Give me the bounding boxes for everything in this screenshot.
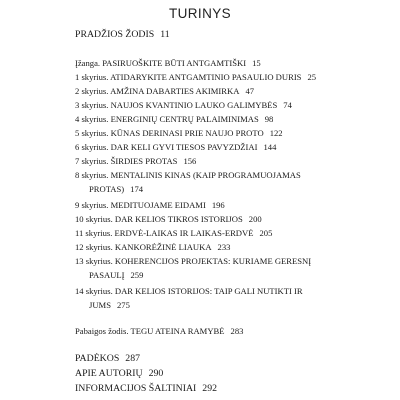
toc-entry-title: 4 skyrius. ENERGINIŲ CENTRŲ PALAIMINIMAS: [75, 114, 259, 124]
page-title: TURINYS: [168, 6, 232, 21]
toc-entry-chapter-9: [75, 200, 225, 210]
toc-entry-page: 98: [264, 114, 274, 124]
toc-entry-chapter-13: [75, 256, 311, 266]
toc-entry-page: 283: [230, 326, 244, 336]
toc-entry-title: 12 skyrius. KANKORĖŽINĖ LIAUKA: [75, 242, 212, 252]
toc-entry-title: 11 skyrius. ERDVĖ-LAIKAS IR LAIKAS-ERDVĖ: [75, 228, 254, 238]
toc-entry-pabaigos-zodis: [75, 326, 243, 336]
toc-entry-page: 196: [211, 200, 225, 210]
toc-entry-chapter-2: [75, 86, 254, 96]
toc-entry-page: 47: [245, 86, 255, 96]
toc-entry-chapter-13-cont: [89, 270, 143, 280]
toc-entry-title: 2 skyrius. AMŽINA DABARTIES AKIMIRKA: [75, 86, 240, 96]
toc-entry-chapter-8-cont: [89, 184, 143, 194]
toc-entry-page: 15: [252, 58, 261, 68]
toc-entry-page: 156: [183, 156, 197, 166]
toc-entry-page: 290: [148, 368, 164, 379]
toc-entry-chapter-7: [75, 156, 196, 166]
toc-entry-page: 275: [116, 300, 130, 310]
toc-entry-title: 5 skyrius. KŪNAS DERINASI PRIE NAUJO PROTO: [75, 128, 264, 138]
toc-entry-page: 259: [130, 270, 144, 280]
toc-entry-page: 287: [125, 353, 140, 364]
toc-entry-chapter-4: [75, 114, 273, 124]
toc-entry-title: 13 skyrius. KOHERENCIJOS PROJEKTAS: KURIAME GERESNĮ: [75, 256, 312, 266]
toc-entry-page: 174: [130, 184, 144, 194]
toc-entry-page: 11: [160, 29, 170, 40]
toc-entry-page: 144: [263, 142, 277, 152]
toc-entry-title: 8 skyrius. MENTALINIS KINAS (KAIP PROGRAMUOJAMAS: [75, 170, 301, 180]
toc-entry-title: 14 skyrius. DAR KELIOS ISTORIJOS: TAIP GALI NUTIKTI IR: [75, 286, 303, 296]
toc-entry-chapter-5: [75, 128, 283, 138]
toc-entry-chapter-3: [75, 100, 292, 110]
toc-entry-title: 10 skyrius. DAR KELIOS TIKROS ISTORIJOS: [75, 214, 243, 224]
toc-entry-title-cont: PROTAS): [89, 184, 125, 194]
toc-entry-chapter-12: [75, 242, 230, 252]
toc-entry-padekos: [75, 354, 140, 364]
toc-entry-page: 233: [217, 242, 231, 252]
toc-entry-title-cont: JUMS: [89, 300, 111, 310]
toc-entry-title: 3 skyrius. NAUJOS KVANTINIO LAUKO GALIMYBĖS: [75, 100, 278, 110]
toc-entry-chapter-14-cont: [89, 300, 130, 310]
toc-entry-chapter-1: [75, 72, 316, 82]
toc-entry-page: 122: [269, 128, 283, 138]
toc-entry-izanga: [75, 58, 261, 68]
toc-entry-title: PRADŽIOS ŽODIS: [75, 29, 155, 40]
toc-entry-page: 200: [248, 214, 262, 224]
toc-entry-pradzios-zodis: [75, 30, 170, 40]
toc-entry-chapter-6: [75, 142, 276, 152]
toc-entry-chapter-11: [75, 228, 272, 238]
toc-entry-apie-autoriu: [75, 369, 163, 379]
toc-entry-chapter-14: [75, 286, 303, 296]
toc-entry-chapter-10: [75, 214, 262, 224]
toc-entry-title: Įžanga. PASIRUOŠKITE BŪTI ANTGAMTIŠKI: [75, 58, 247, 68]
toc-entry-title: Pabaigos žodis. TEGU ATEINA RAMYBĖ: [75, 326, 225, 336]
toc-entry-title: INFORMACIJOS ŠALTINIAI: [75, 383, 197, 394]
toc-entry-page: 292: [202, 383, 217, 394]
toc-entry-title: 9 skyrius. MEDITUOJAME EIDAMI: [75, 200, 206, 210]
toc-entry-title: PADĖKOS: [75, 353, 120, 364]
toc-entry-title: 7 skyrius. ŠIRDIES PROTAS: [75, 156, 178, 166]
toc-entry-title: APIE AUTORIŲ: [75, 368, 143, 379]
toc-entry-page: 25: [307, 72, 317, 82]
toc-entry-chapter-8: [75, 170, 301, 180]
toc-entry-title: 1 skyrius. ATIDARYKITE ANTGAMTINIO PASAULIO DURIS: [75, 72, 302, 82]
toc-entry-title-cont: PASAULĮ: [89, 270, 125, 280]
toc-entry-page: 74: [283, 100, 292, 110]
toc-entry-informacijos-saltiniai: [75, 384, 217, 394]
toc-entry-title: 6 skyrius. DAR KELI GYVI TIESOS PAVYZDŽIAI: [75, 142, 258, 152]
toc-entry-page: 205: [259, 228, 273, 238]
